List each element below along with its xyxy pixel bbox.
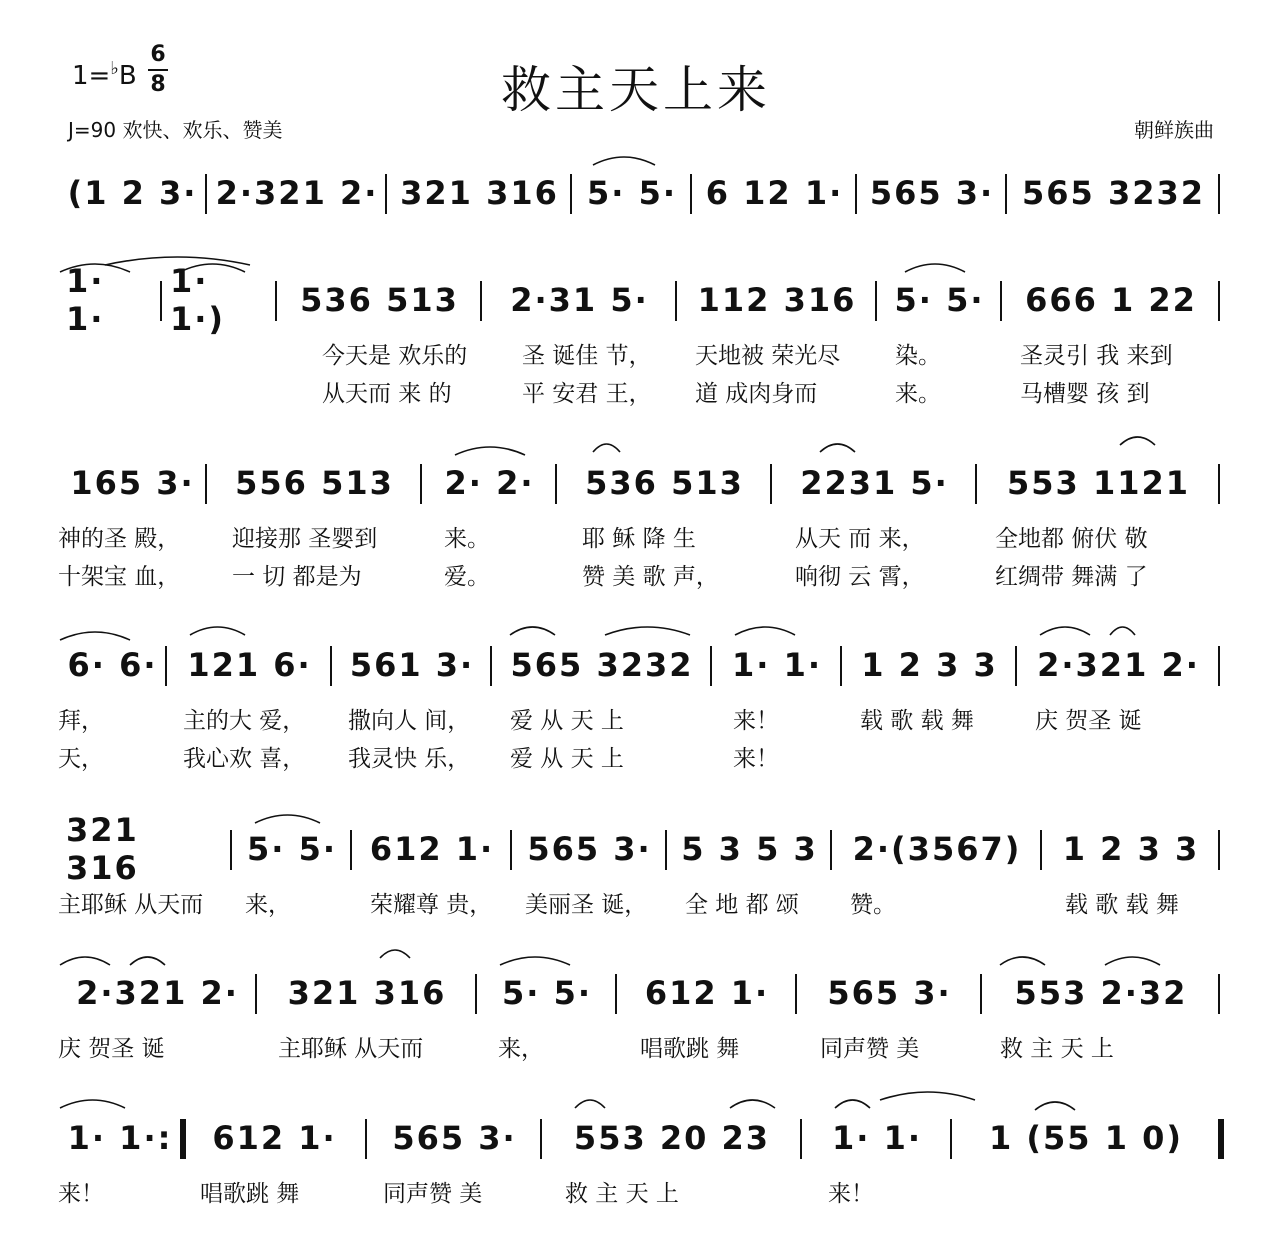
lyric-phrase: 今天是 欢乐的 [322, 343, 468, 369]
slur-arc [1120, 437, 1155, 445]
lyric-phrase: 来！ [828, 1181, 874, 1207]
slur-arc [1040, 627, 1090, 635]
lyric-phrase: 来。 [444, 526, 490, 552]
measure: 666 1 22 [1025, 281, 1197, 319]
lyric-phrase: 同声赞 美 [383, 1181, 483, 1207]
measure: 556 513 [235, 464, 394, 502]
song-title: 救主天上来 [501, 61, 771, 119]
slur-arc [1105, 957, 1160, 965]
lyric-phrase: 爱 从 天 上 [510, 708, 624, 734]
lyric-phrase: 神的圣 殿， [58, 526, 181, 552]
slur-arc [105, 257, 250, 265]
slur-arc [255, 815, 320, 823]
slur-arc [500, 957, 570, 965]
lyric-phrase: 全 地 都 颂 [685, 892, 799, 918]
lyric-phrase: 爱 从 天 上 [510, 746, 624, 772]
lyric-phrase: 耶 稣 降 生 [582, 526, 696, 552]
measure: 2231 5· [800, 464, 949, 502]
measure: 1 (55 1 0) [989, 1119, 1183, 1157]
slur-arc [455, 447, 525, 455]
lyric-phrase: 从天而 来 的 [322, 381, 452, 407]
measure: 6· 6· [67, 646, 158, 684]
measure: 2·321 2· [1037, 646, 1200, 684]
slur-arc [593, 157, 655, 165]
lyric-phrase: 载 歌 载 舞 [1065, 892, 1179, 918]
lyric-phrase: 来！ [58, 1181, 104, 1207]
lyric-phrase: 染。 [895, 343, 941, 369]
lyric-phrase: 庆 贺圣 诞 [1035, 708, 1142, 734]
lyric-phrase: 从天 而 来， [795, 526, 925, 552]
measure: 565 3· [392, 1119, 517, 1157]
measure: 553 1121 [1007, 464, 1190, 502]
measure: 5· 5· [502, 974, 592, 1012]
lyric-phrase: 撒向人 间， [348, 708, 471, 734]
slur-arc [1035, 1102, 1075, 1110]
lyric-phrase: 赞 美 歌 声， [582, 564, 719, 590]
lyric-phrase: 救 主 天 上 [1000, 1036, 1114, 1062]
slur-arc [605, 627, 690, 635]
measure: 2·(3567) [852, 830, 1022, 868]
measure: 5· 5· [587, 174, 677, 212]
measure: 6 12 1· [705, 174, 844, 212]
lyric-phrase: 唱歌跳 舞 [640, 1036, 740, 1062]
tempo-marking: J=90 欢快、欢乐、赞美 [68, 118, 283, 142]
lyric-phrase: 美丽圣 诞， [525, 892, 648, 918]
measure: 165 3· [70, 464, 195, 502]
key-signature: 1=♭B [72, 58, 137, 91]
measure: 2·31 5· [510, 281, 649, 319]
measure: 565 3232 [510, 646, 694, 684]
measure: 553 2·32 [1014, 974, 1188, 1012]
lyric-phrase: 拜， [58, 708, 104, 734]
lyric-phrase: 荣耀尊 贵， [370, 892, 493, 918]
measure: 321 316 [400, 174, 559, 212]
measure: 121 6· [187, 646, 312, 684]
measure: 565 3· [869, 174, 995, 212]
measure: 1· 1· [732, 646, 822, 684]
lyric-phrase: 主的大 爱， [183, 708, 306, 734]
slur-arc [735, 627, 795, 635]
slur-arc [60, 632, 130, 640]
slur-arc [593, 444, 620, 452]
measure: 612 1· [644, 974, 770, 1012]
slur-arc [575, 1100, 605, 1108]
slur-arc [60, 264, 130, 272]
measure: 1· 1·) [170, 262, 226, 338]
lyric-phrase: 天， [58, 746, 104, 772]
slur-arc [820, 444, 855, 452]
slur-arc [190, 627, 245, 635]
measure: 321 316 [287, 974, 447, 1012]
slur-arc [1000, 957, 1045, 965]
lyric-phrase: 道 成肉身而 [695, 381, 818, 407]
measure: 553 20 23 [573, 1119, 771, 1157]
slur-arc [905, 264, 965, 272]
lyric-phrase: 来。 [895, 381, 941, 407]
measure: 2·321 2· [76, 974, 239, 1012]
lyric-phrase: 主耶稣 从天而 [58, 892, 204, 918]
slur-arc [880, 1092, 975, 1100]
lyric-phrase: 主耶稣 从天而 [278, 1036, 424, 1062]
measure: 2·321 2· [215, 174, 379, 212]
measure: 612 1· [212, 1119, 337, 1157]
measure: 1· 1· [66, 262, 105, 338]
slur-arc [60, 1100, 125, 1108]
measure: 565 3· [527, 830, 652, 868]
lyric-phrase: 赞。 [850, 892, 896, 918]
measure: 1 2 3 3 [861, 646, 998, 684]
measure: 561 3· [349, 646, 475, 684]
time-top: 6 [150, 42, 166, 67]
slur-arc [730, 1100, 775, 1108]
lyric-phrase: 圣灵引 我 来到 [1020, 343, 1173, 369]
lyric-phrase: 一 切 都是为 [232, 564, 362, 590]
lyric-phrase: 全地都 俯伏 敬 [995, 526, 1148, 552]
lyric-phrase: 平 安君 王， [522, 381, 652, 407]
measure: 1· 1· [832, 1119, 922, 1157]
slur-arc [380, 950, 410, 958]
lyric-phrase: 唱歌跳 舞 [200, 1181, 300, 1207]
lyric-phrase: 马槽婴 孩 到 [1020, 381, 1150, 407]
slur-arc [1110, 627, 1135, 635]
slur-arc [180, 264, 245, 272]
measure: 5· 5· [247, 830, 337, 868]
measure: 536 513 [585, 464, 744, 502]
slur-arc [130, 957, 165, 965]
measure: 112 316 [697, 281, 857, 319]
measure: 321 316 [66, 811, 139, 887]
slur-arc [835, 1100, 870, 1108]
lyric-phrase: 来！ [733, 708, 779, 734]
measure: (1 2 3· [67, 174, 198, 212]
time-bottom: 8 [150, 72, 166, 97]
lyric-phrase: 圣 诞佳 节， [522, 343, 652, 369]
measure: 5 3 5 3 [681, 830, 818, 868]
lyric-phrase: 来！ [733, 746, 779, 772]
lyric-phrase: 来， [498, 1036, 544, 1062]
lyric-phrase: 迎接那 圣婴到 [232, 526, 378, 552]
lyric-phrase: 庆 贺圣 诞 [58, 1036, 165, 1062]
slur-arc [510, 627, 555, 635]
slur-arc [60, 957, 110, 965]
lyric-phrase: 响彻 云 霄， [795, 564, 925, 590]
lyric-phrase: 来， [245, 892, 291, 918]
lyric-phrase: 红绸带 舞满 了 [995, 564, 1148, 590]
measure: 565 3232 [1022, 174, 1205, 212]
lyric-phrase: 爱。 [444, 564, 490, 590]
lyric-phrase: 同声赞 美 [820, 1036, 920, 1062]
lyric-phrase: 救 主 天 上 [565, 1181, 679, 1207]
measure: 1· 1·: [67, 1119, 173, 1157]
composer-credit: 朝鲜族曲 [1134, 118, 1214, 142]
lyric-phrase: 我心欢 喜， [183, 746, 306, 772]
lyric-phrase: 十架宝 血， [58, 564, 181, 590]
lyric-phrase: 我灵快 乐， [348, 746, 471, 772]
lyric-phrase: 载 歌 载 舞 [860, 708, 974, 734]
measure: 2· 2· [444, 464, 535, 502]
measure: 1 2 3 3 [1062, 830, 1200, 868]
measure: 565 3· [827, 974, 952, 1012]
measure: 5· 5· [894, 281, 985, 319]
measure: 612 1· [369, 830, 495, 868]
lyric-phrase: 天地被 荣光尽 [695, 343, 841, 369]
measure: 536 513 [300, 281, 459, 319]
